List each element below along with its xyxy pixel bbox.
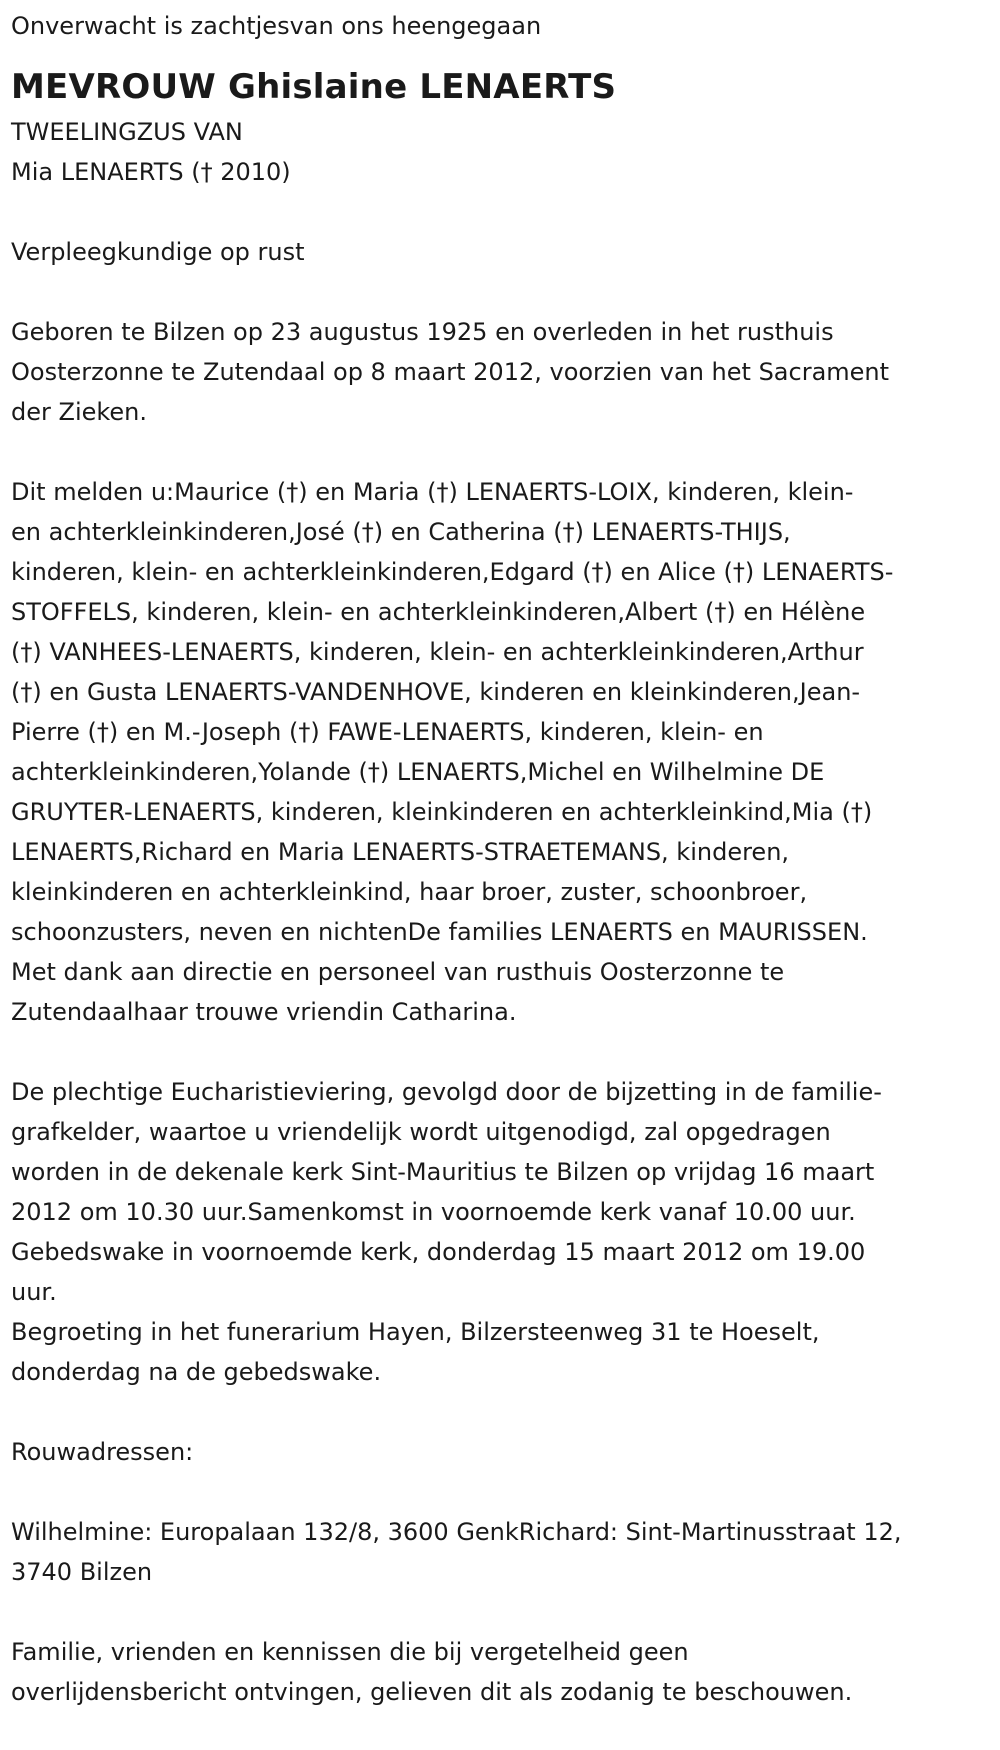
text-line: Pierre (†) en M.-Joseph (†) FAWE-LENAERTS, kinderen, klein- en bbox=[11, 718, 764, 746]
birth-death-paragraph bbox=[11, 312, 996, 432]
text-line: (†) VANHEES-LENAERTS, kinderen, klein- en achterkleinkinderen,Arthur bbox=[11, 638, 864, 666]
text-line: Oosterzonne te Zutendaal op 8 maart 2012, voorzien van het Sacrament bbox=[11, 358, 890, 386]
text-line: 3740 Bilzen bbox=[11, 1558, 153, 1586]
text-line: Begroeting in het funerarium Hayen, Bilzersteenweg 31 te Hoeselt, bbox=[11, 1318, 820, 1346]
relation-person: Mia LENAERTS († 2010) bbox=[11, 158, 291, 186]
text-line: schoonzusters, neven en nichtenDe families LENAERTS en MAURISSEN. bbox=[11, 918, 868, 946]
text-line: 2012 om 10.30 uur.Samenkomst in voornoemde kerk vanaf 10.00 uur. bbox=[11, 1198, 856, 1226]
closing-paragraph bbox=[11, 1632, 996, 1712]
text-line: worden in de dekenale kerk Sint-Mauritius te Bilzen op vrijdag 16 maart bbox=[11, 1158, 875, 1186]
text-line: donderdag na de gebedswake. bbox=[11, 1358, 382, 1386]
addresses-label: Rouwadressen: bbox=[11, 1438, 194, 1466]
text-line: STOFFELS, kinderen, klein- en achterkleinkinderen,Albert (†) en Hélène bbox=[11, 598, 866, 626]
text-line: De plechtige Eucharistieviering, gevolgd door de bijzetting in de familie- bbox=[11, 1078, 882, 1106]
text-line: uur. bbox=[11, 1278, 57, 1306]
intro-text: Onverwacht is zachtjesvan ons heengegaan bbox=[11, 12, 542, 40]
family-paragraph bbox=[11, 472, 996, 1032]
text-line: Familie, vrienden en kennissen die bij vergetelheid geen bbox=[11, 1638, 689, 1666]
text-line: Zutendaalhaar trouwe vriendin Catharina. bbox=[11, 998, 517, 1026]
relation-label: TWEELINGZUS VAN bbox=[11, 118, 243, 146]
text-line: kinderen, klein- en achterkleinkinderen,Edgard (†) en Alice (†) LENAERTS- bbox=[11, 558, 894, 586]
text-line: LENAERTS,Richard en Maria LENAERTS-STRAETEMANS, kinderen, bbox=[11, 838, 790, 866]
text-line: Met dank aan directie en personeel van rusthuis Oosterzonne te bbox=[11, 958, 785, 986]
text-line: en achterkleinkinderen,José (†) en Catherina (†) LENAERTS-THIJS, bbox=[11, 518, 791, 546]
occupation-text: Verpleegkundige op rust bbox=[11, 238, 305, 266]
addresses-heading bbox=[11, 1432, 996, 1472]
text-line: der Zieken. bbox=[11, 398, 148, 426]
text-line: grafkelder, waartoe u vriendelijk wordt uitgenodigd, zal opgedragen bbox=[11, 1118, 831, 1146]
text-line: GRUYTER-LENAERTS, kinderen, kleinkinderen en achterkleinkind,Mia (†) bbox=[11, 798, 873, 826]
obituary-document bbox=[11, 6, 996, 1712]
deceased-name: MEVROUW Ghislaine LENAERTS bbox=[11, 67, 617, 107]
intro-line bbox=[11, 6, 996, 46]
text-line: achterkleinkinderen,Yolande (†) LENAERTS,Michel en Wilhelmine DE bbox=[11, 758, 825, 786]
text-line: overlijdensbericht ontvingen, gelieven dit als zodanig te beschouwen. bbox=[11, 1678, 853, 1706]
text-line: Dit melden u:Maurice (†) en Maria (†) LENAERTS-LOIX, kinderen, klein- bbox=[11, 478, 854, 506]
relation-block bbox=[11, 112, 996, 192]
text-line: Gebedswake in voornoemde kerk, donderdag 15 maart 2012 om 19.00 bbox=[11, 1238, 866, 1266]
addresses-paragraph bbox=[11, 1512, 996, 1592]
text-line: (†) en Gusta LENAERTS-VANDENHOVE, kinderen en kleinkinderen,Jean- bbox=[11, 678, 861, 706]
ceremony-paragraph bbox=[11, 1072, 996, 1392]
text-line: Wilhelmine: Europalaan 132/8, 3600 GenkRichard: Sint-Martinusstraat 12, bbox=[11, 1518, 902, 1546]
text-line: Geboren te Bilzen op 23 augustus 1925 en overleden in het rusthuis bbox=[11, 318, 834, 346]
occupation bbox=[11, 232, 996, 272]
text-line: kleinkinderen en achterkleinkind, haar broer, zuster, schoonbroer, bbox=[11, 878, 808, 906]
